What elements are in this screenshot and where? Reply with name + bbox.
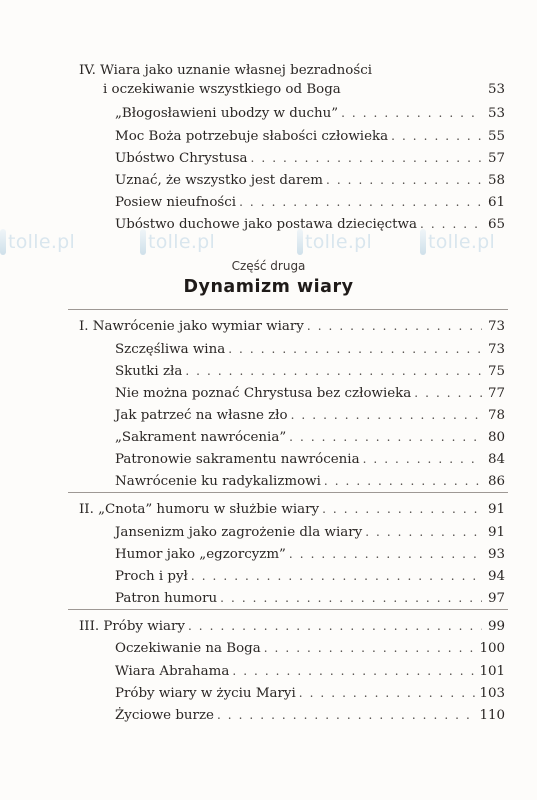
page-number: 78: [487, 408, 505, 423]
entry-title: „Błogosławieni ubodzy w duchu”: [115, 106, 339, 121]
entry-title: Patron humoru: [115, 591, 218, 606]
toc-entry: [115, 523, 505, 542]
watermark: tolle.pl: [0, 229, 75, 255]
entry-title: Wiara Abrahama: [115, 664, 230, 679]
toc-entry: [115, 706, 505, 725]
entry-title: Uznać, że wszystko jest darem: [115, 173, 323, 188]
page-number: 86: [487, 474, 505, 489]
entry-title: Moc Boża potrzebuje słabości człowieka: [115, 129, 389, 144]
page-number: 65: [487, 217, 505, 232]
dot-leader: [185, 362, 482, 380]
page-number: 93: [487, 547, 505, 562]
toc-section-iii: [79, 617, 505, 636]
entry-title: Nie można poznać Chrystusa bez człowieka: [115, 386, 412, 401]
dot-leader: [414, 384, 482, 402]
page-number: 101: [479, 664, 505, 679]
toc-entry: [115, 127, 505, 146]
toc-section-iv-cont: [103, 81, 505, 99]
page-number: 80: [487, 430, 505, 445]
toc-entry: [115, 362, 505, 381]
dot-leader: [420, 215, 482, 233]
toc-entry: [115, 193, 505, 212]
entry-title: Oczekiwanie na Boga: [115, 641, 261, 656]
toc-entry: [115, 567, 505, 586]
page-number: 61: [487, 195, 505, 210]
entry-title: Ubóstwo Chrystusa: [115, 151, 248, 166]
toc-section-i: [79, 317, 505, 336]
dot-leader: [326, 171, 482, 189]
dot-leader: [217, 706, 477, 724]
page-number: 55: [487, 129, 505, 144]
dot-leader: [307, 317, 482, 335]
page-number: 77: [487, 386, 505, 401]
page-number: 53: [487, 106, 505, 121]
page-number: 73: [487, 319, 505, 334]
page-number: 84: [487, 452, 505, 467]
section-title: I. Nawrócenie jako wymiar wiary: [79, 319, 304, 334]
page-number: 73: [487, 342, 505, 357]
dot-leader: [363, 450, 482, 468]
dot-leader: [188, 617, 482, 635]
entry-title: Ubóstwo duchowe jako postawa dziecięctwa: [115, 217, 417, 232]
dot-leader: [391, 127, 482, 145]
entry-title: Nawrócenie ku radykalizmowi: [115, 474, 321, 489]
watermark: tolle.pl: [420, 229, 495, 255]
page-number: 91: [487, 502, 505, 517]
entry-title: Jansenizm jako zagrożenie dla wiary: [115, 525, 363, 540]
dot-leader: [191, 567, 482, 585]
section-title: III. Próby wiary: [79, 619, 185, 634]
toc-entry: [115, 406, 505, 425]
dot-leader: [291, 406, 482, 424]
section-title: IV. Wiara jako uznanie własnej bezradności: [79, 63, 372, 78]
page-number: 75: [487, 364, 505, 379]
toc-entry: [115, 639, 505, 658]
dot-leader: [220, 589, 482, 607]
section-title: II. „Cnota” humoru w służbie wiary: [79, 502, 320, 517]
page-number: 97: [487, 591, 505, 606]
toc-entry: [115, 428, 505, 447]
page-number: 53: [487, 82, 505, 97]
entry-title: Szczęśliwa wina: [115, 342, 226, 357]
page-number: 103: [479, 686, 505, 701]
dot-leader: [322, 500, 482, 518]
dot-leader: [289, 428, 482, 446]
dot-leader: [264, 639, 477, 657]
dot-leader: [289, 545, 482, 563]
page-number: 100: [479, 641, 505, 656]
toc-entry: [115, 450, 505, 469]
toc-entry: [115, 149, 505, 168]
toc-entry: [115, 684, 505, 703]
entry-title: Humor jako „egzorcyzm”: [115, 547, 286, 562]
toc-entry: [115, 215, 505, 234]
entry-title: Skutki zła: [115, 364, 183, 379]
entry-title: Patronowie sakramentu nawrócenia: [115, 452, 360, 467]
dot-leader: [341, 104, 482, 122]
dot-leader: [365, 523, 482, 541]
dot-leader: [251, 149, 482, 167]
entry-title: „Sakrament nawrócenia”: [115, 430, 287, 445]
page-number: 94: [487, 569, 505, 584]
entry-title: Jak patrzeć na własne zło: [115, 408, 288, 423]
page-number: 57: [487, 151, 505, 166]
dot-leader: [228, 340, 482, 358]
watermark: tolle.pl: [140, 229, 215, 255]
part-title: Dynamizm wiary: [183, 277, 354, 297]
page-number: 58: [487, 173, 505, 188]
toc-section-ii: [79, 500, 505, 519]
page-number: 99: [487, 619, 505, 634]
divider: [68, 309, 508, 310]
divider: [68, 492, 508, 493]
toc-entry: [115, 171, 505, 190]
dot-leader: [239, 193, 482, 211]
part-label: Część druga: [231, 259, 306, 273]
toc-entry: [115, 104, 505, 123]
entry-title: Proch i pył: [115, 569, 188, 584]
divider: [68, 609, 508, 610]
dot-leader: [232, 662, 476, 680]
toc-entry: [115, 472, 505, 491]
toc-entry: [115, 662, 505, 681]
toc-section-iv: [79, 62, 505, 80]
entry-title: Życiowe burze: [115, 708, 214, 723]
toc-entry: [115, 384, 505, 403]
toc-entry: [115, 545, 505, 564]
page-number: 91: [487, 525, 505, 540]
toc-entry: [115, 589, 505, 608]
page-number: 110: [479, 708, 505, 723]
section-title-cont: i oczekiwanie wszystkiego od Boga: [103, 82, 341, 97]
entry-title: Próby wiary w życiu Maryi: [115, 686, 296, 701]
dot-leader: [324, 472, 482, 490]
watermark: tolle.pl: [297, 229, 372, 255]
entry-title: Posiew nieufności: [115, 195, 237, 210]
dot-leader: [299, 684, 477, 702]
toc-entry: [115, 340, 505, 359]
